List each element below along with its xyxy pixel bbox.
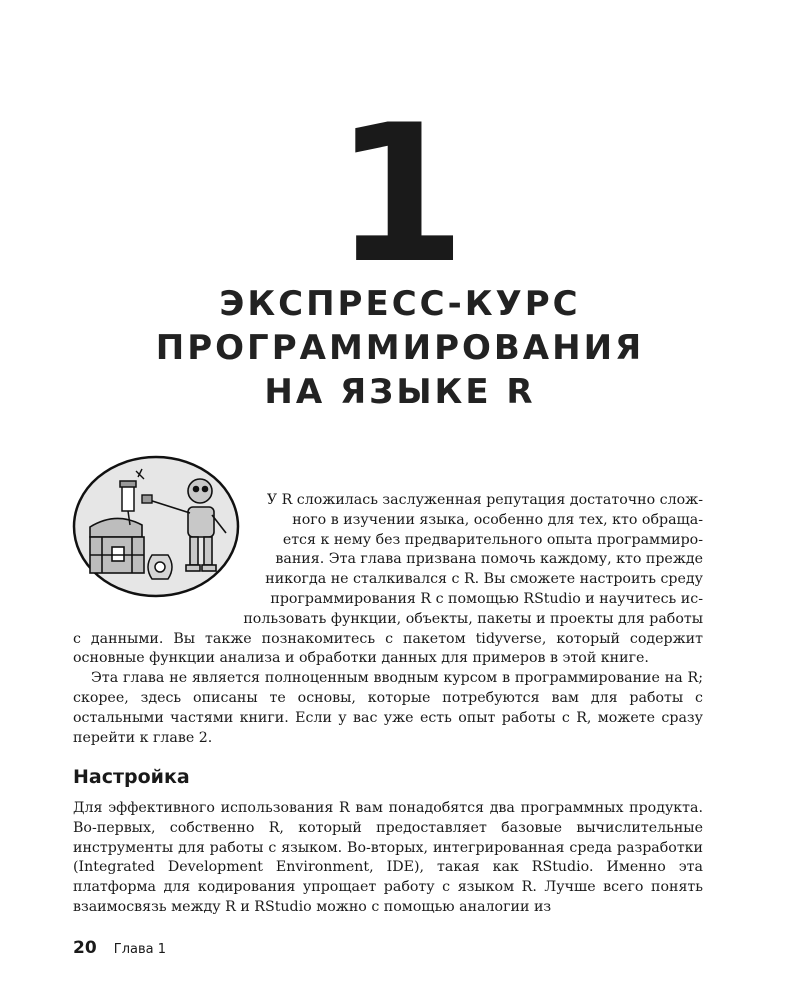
chapter-number: 1 (333, 84, 467, 305)
chapter-title-line: ПРОГРАММИРОВАНИЯ (155, 328, 645, 368)
running-head: Глава 1 (113, 942, 167, 957)
text-line: ного в изучении языка, особенно для тех, кто обраща- (292, 511, 703, 528)
intro-paragraph-1 (73, 491, 703, 669)
section-body: Для эффективного использования R вам понадобятся два программных продукта. Во-первых, собственно R, который предоставляет базовые вычислительные инструменты для работы с языком. Во-вторых, интегрированная среда разработки (Integrated Development Environment, IDE), такая как RStudio. Именно эта платформа для кодирования упрощает работу с языком R. Лучше всего понять взаимосвязь между R и RStudio можно с помощью аналогии из (73, 800, 703, 915)
text-line: вания. Эта глава призвана помочь каждому, кто прежде (275, 551, 703, 568)
intro-paragraph-2: Эта глава не является полноценным вводным курсом в программирование на R; скорее, здесь описаны те основы, которые потребуются вам для работы с остальными частями книги. Если у вас уже есть опыт работы с R, можете сразу перейти к главе 2. (73, 670, 703, 746)
text-line: программирования R с помощью RStudio и научитесь ис- (270, 590, 703, 607)
text-line: пользовать функции, объекты, пакеты и проекты для работы (243, 610, 703, 627)
intro-text (73, 491, 703, 748)
text-line: никогда не сталкивался с R. Вы сможете настроить среду (265, 571, 703, 588)
intro-paragraph-1-rest: с данными. Вы также познакомитесь с пакетом tidyverse, который содержит основные функции анализа и обработки данных для примеров в этой книге. (73, 630, 703, 667)
page-number: 20 (73, 938, 97, 958)
chapter-title-line: ЭКСПРЕСС-КУРС (219, 284, 581, 324)
page-footer (73, 938, 166, 958)
section-heading: Настройка (73, 766, 190, 788)
chapter-title (0, 282, 800, 414)
text-line: ется к нему без предварительного опыта программиро- (282, 531, 703, 548)
chapter-title-line: НА ЯЗЫКЕ R (264, 372, 536, 412)
text-line: У R сложилась заслуженная репутация достаточно слож- (266, 492, 703, 508)
